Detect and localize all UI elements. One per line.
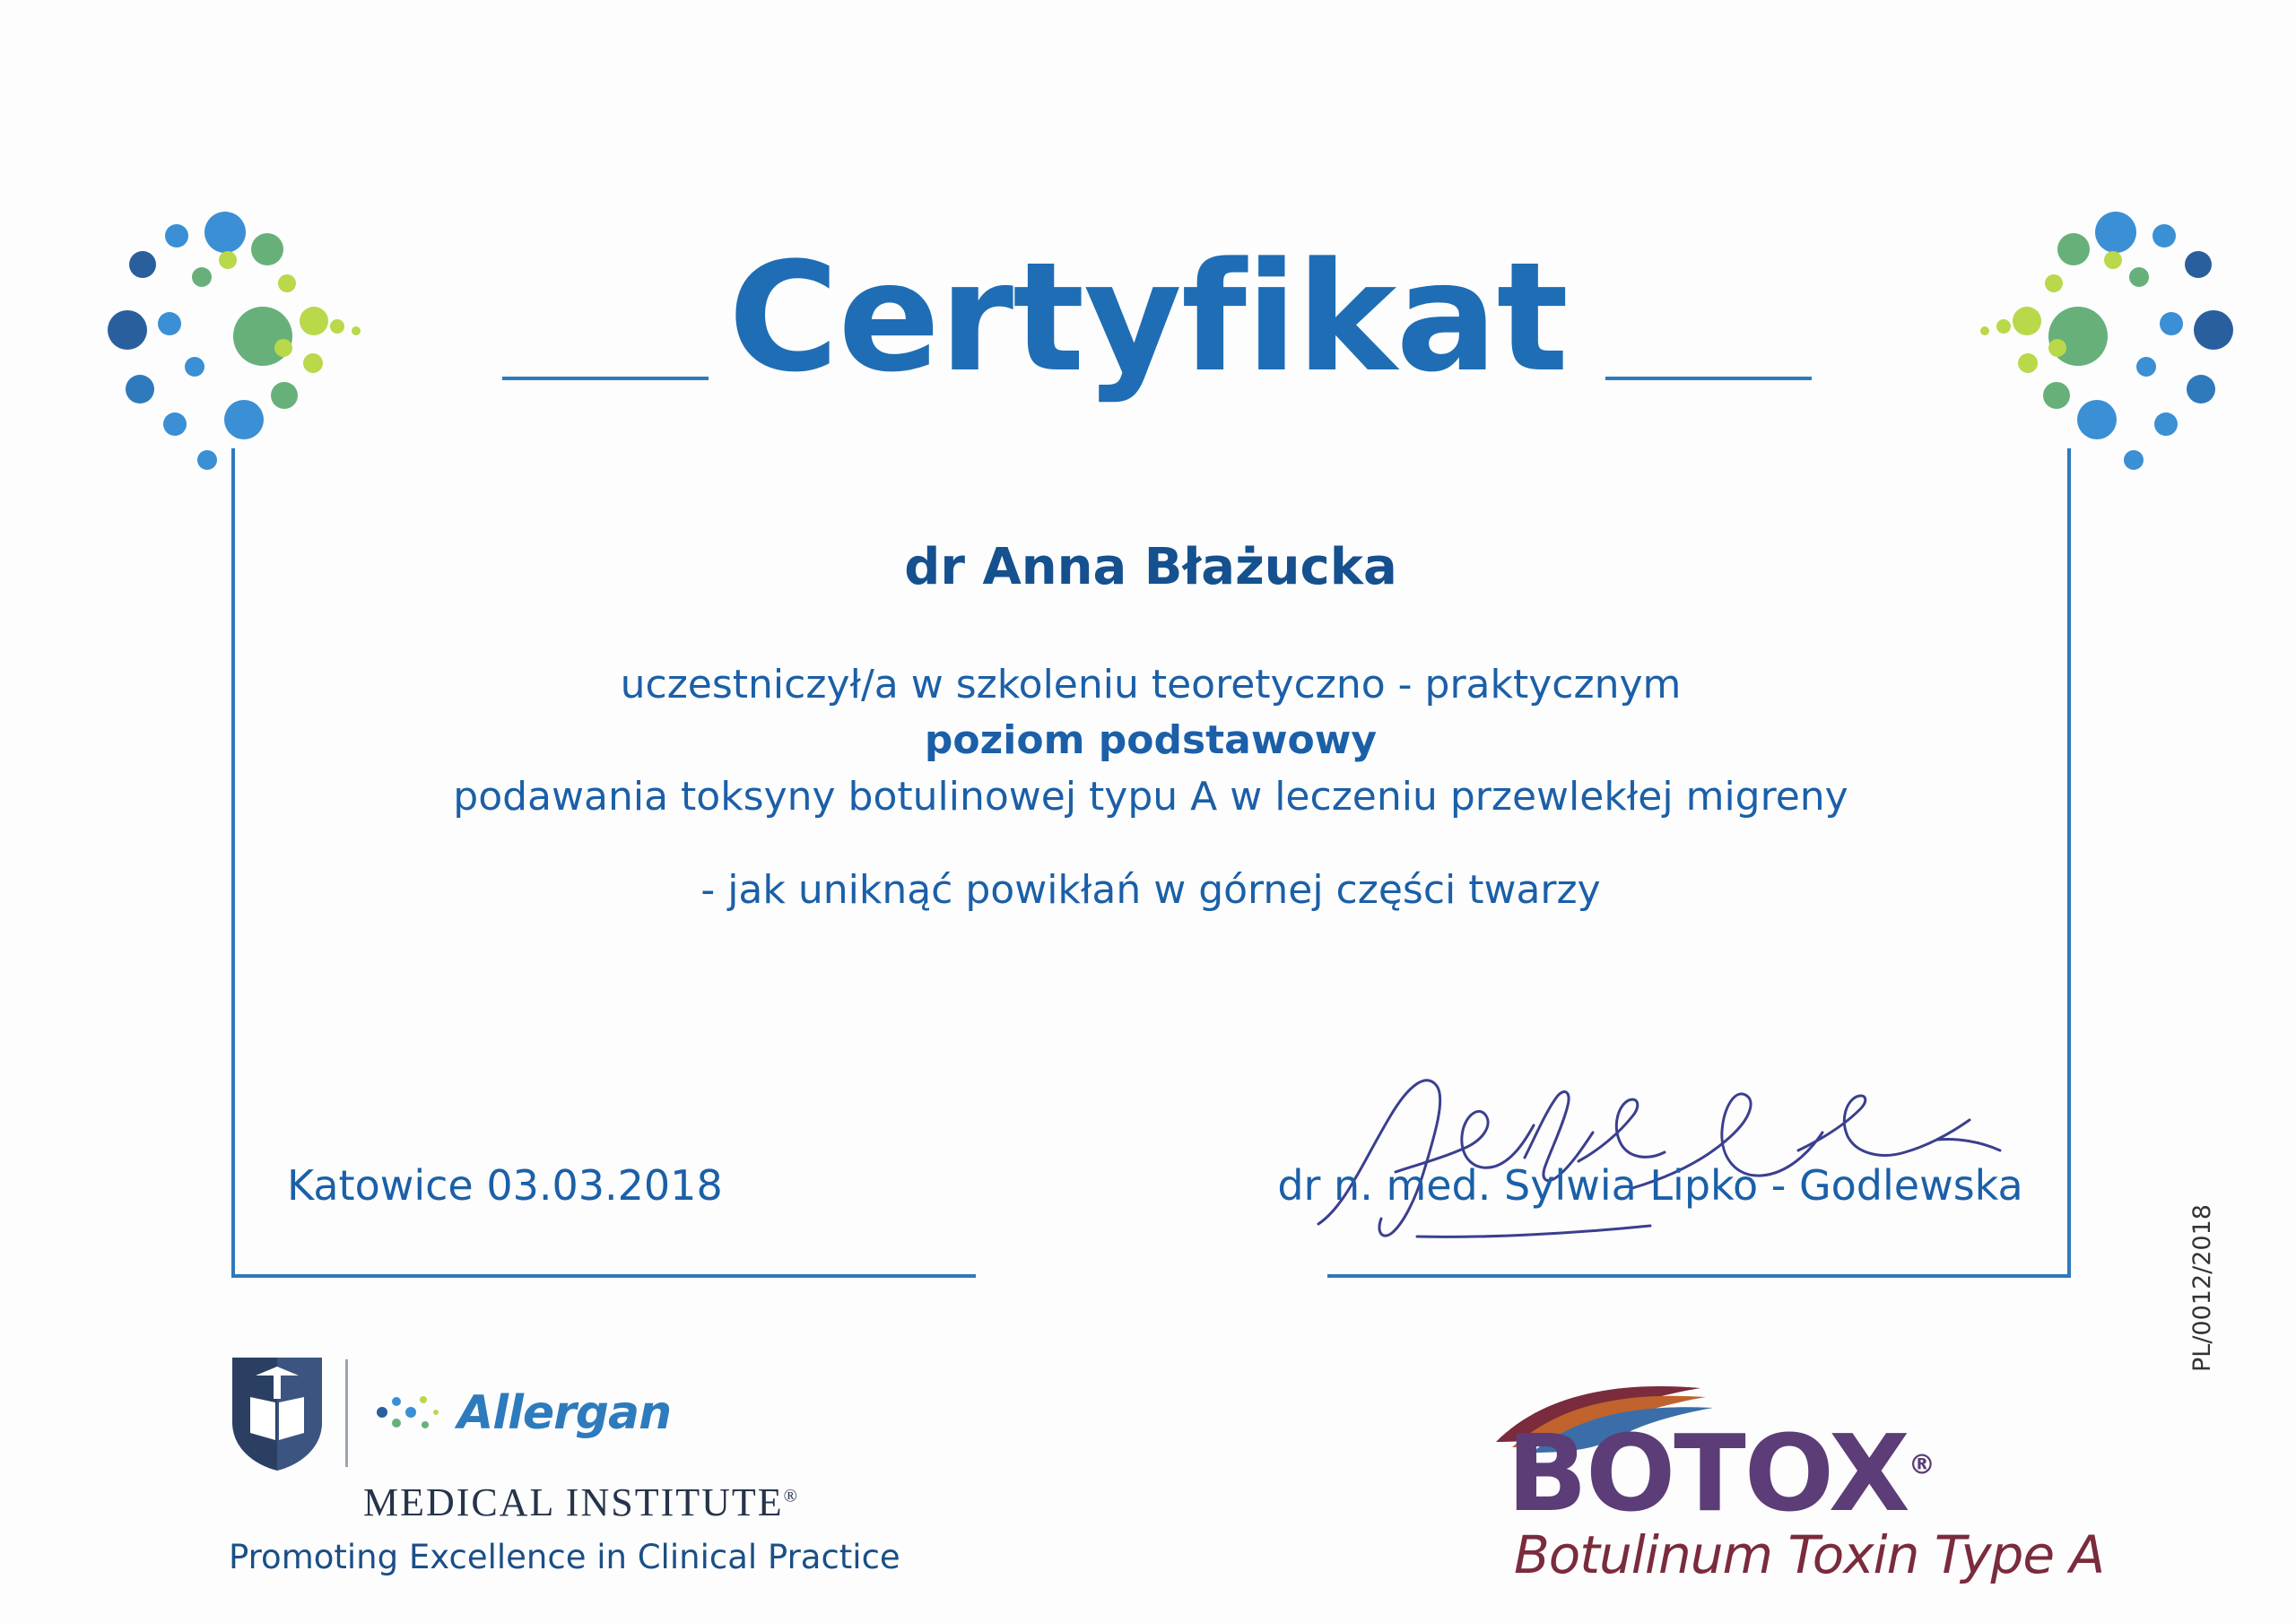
body-line-4: - jak uniknąć powikłań w górnej części twarzy [700,867,1601,914]
certificate-header [0,108,2296,404]
allergan-dots-icon [375,1391,441,1436]
body-line-2-level: poziom podstawowy [924,717,1378,764]
decorative-dots-right-icon [1866,224,2242,511]
recipient-name: dr Anna Błażucka [904,538,1397,596]
place-and-date: Katowice 03.03.2018 [287,1161,723,1210]
allergan-wordmark: Allergan [457,1386,672,1440]
shield-book-icon [229,1354,326,1472]
frame-border-bottom-left [231,1274,976,1278]
body-line-1: uczestniczył/a w szkoleniu teoretyczno - praktycznym [620,662,1682,707]
signer-name: dr n. med. Sylwia Lipko - Godlewska [1277,1161,2023,1210]
medical-institute-text: MEDICAL INSTITUTE [363,1480,784,1524]
title-rule-right [1605,377,1812,380]
reference-code: PL/0012/2018 [2188,1204,2216,1372]
body-line-3: podawania toksyny botulinowej typu A w leczeniu przewlekłej migreny [453,773,1848,820]
allergan-tagline: Promoting Excellence in Clinical Practice [229,1538,900,1576]
botox-logo [1489,1381,2135,1587]
botox-registered-mark: ® [1908,1449,1934,1481]
botox-name-text: BOTOX [1507,1411,1909,1535]
frame-border-bottom-right [1327,1274,2071,1278]
botox-wordmark [1507,1411,1934,1535]
medical-institute-label [363,1480,910,1525]
certificate-body [231,538,2070,919]
botox-subtitle: Botulinum Toxin Type A [1514,1524,2105,1585]
allergan-medical-institute-logo [229,1354,910,1576]
registered-mark: ® [783,1486,799,1506]
logo-divider [345,1359,348,1467]
handwritten-signature [1309,1054,2027,1251]
page-title: Certyfikat [728,230,1568,405]
